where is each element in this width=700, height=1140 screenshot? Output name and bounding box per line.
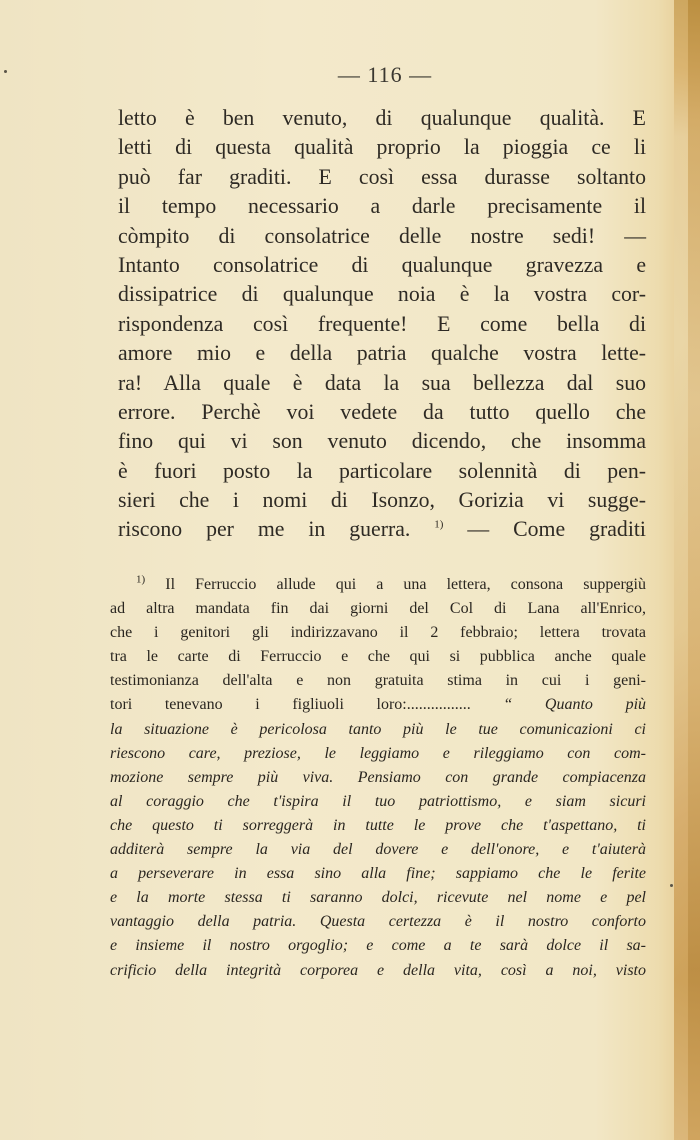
text-line-last: [118, 515, 646, 544]
footnote-quote-line: e la morte stessa ti saranno dolci, ricevute nel nome e pel: [110, 889, 646, 907]
text-line: Intanto consolatrice di qualunque gravezza e: [118, 252, 646, 277]
text-line: letti di questa qualità proprio la pioggia ce li: [118, 135, 646, 160]
footnote-text: Il Ferruccio allude qui a una lettera, consona suppergiù: [165, 576, 647, 593]
footnote-line: ad altra mandata fin dai giorni del Col di Lana all'Enrico,: [110, 600, 646, 618]
footnote-line: [110, 693, 646, 717]
main-text: [118, 104, 646, 545]
page-number: — 116 —: [337, 62, 433, 87]
footnote-quote-start: “ Quanto più: [503, 696, 647, 714]
text-fragment: riscono per me in guerra.: [118, 517, 411, 542]
text-line: può far graditi. E così essa durasse soltanto: [118, 164, 646, 189]
text-line: amore mio e della patria qualche vostra lette-: [118, 341, 646, 366]
footnote-quote-line: la situazione è pericolosa tanto più le tue comunicazioni ci: [110, 720, 646, 738]
footnote-quote-line: al coraggio che t'ispira il tuo patriottismo, e siam sicuri: [110, 792, 646, 810]
text-line: ra! Alla quale è data la sua bellezza dal suo: [118, 370, 646, 395]
text-line: fino qui vi son venuto dicendo, che insomma: [118, 429, 646, 454]
footnote-quote-line: mozione sempre più viva. Pensiamo con grande compiacenza: [110, 768, 646, 786]
footnote-quote-line: vantaggio della patria. Questa certezza è il nostro conforto: [110, 913, 646, 931]
text-line: il tempo necessario a darle precisamente il: [118, 194, 646, 219]
footnote-line: [110, 573, 646, 597]
footnote-quote-line: che questo ti sorreggerà in tutte le prove che t'aspettano, ti: [110, 816, 646, 834]
footnote-quote-line: crificio della integrità corporea e della vita, così a noi, visto: [110, 961, 646, 979]
footnote-quote-line: additerà sempre la via del dovere e dell'onore, e t'aiuterà: [110, 841, 646, 859]
footnote-reference[interactable]: 1): [434, 519, 444, 532]
footnote-line: che i genitori gli indirizzavano il 2 febbraio; lettera trovata: [110, 624, 646, 642]
footnote-quote-line: a perseverare in essa sino alla fine; sappiamo che le ferite: [110, 865, 646, 883]
footnote: [110, 573, 646, 983]
page-edge-shadow: [688, 0, 700, 1140]
footnote-line: tra le carte di Ferruccio e che qui si pubblica anche quale: [110, 648, 646, 666]
text-line: sieri che i nomi di Isonzo, Gorizia vi sugge-: [118, 488, 646, 513]
footnote-quote-line: e insieme il nostro orgoglio; e come a te sarà dolce il sa-: [110, 937, 646, 955]
text-line: rispondenza così frequente! E come bella di: [118, 311, 646, 336]
text-line: dissipatrice di qualunque noia è la vostra cor-: [118, 282, 646, 307]
speck: [670, 884, 673, 887]
text-line: è fuori posto la particolare solennità di pen-: [118, 458, 646, 483]
text-line: letto è ben venuto, di qualunque qualità. E: [118, 106, 646, 130]
text-fragment: — Come graditi: [467, 517, 646, 542]
footnote-line: testimonianza dell'alta e non gratuita stima in cui i geni-: [110, 672, 646, 690]
text-line: còmpito di consolatrice delle nostre sedi! —: [118, 223, 646, 248]
footnote-text: tori tenevano i figliuoli loro:................: [110, 696, 471, 714]
text-line: errore. Perchè voi vedete da tutto quello che: [118, 399, 646, 424]
footnote-marker: 1): [136, 573, 146, 586]
footnote-quote-line: riescono care, preziose, le leggiamo e rileggiamo con com-: [110, 744, 646, 762]
